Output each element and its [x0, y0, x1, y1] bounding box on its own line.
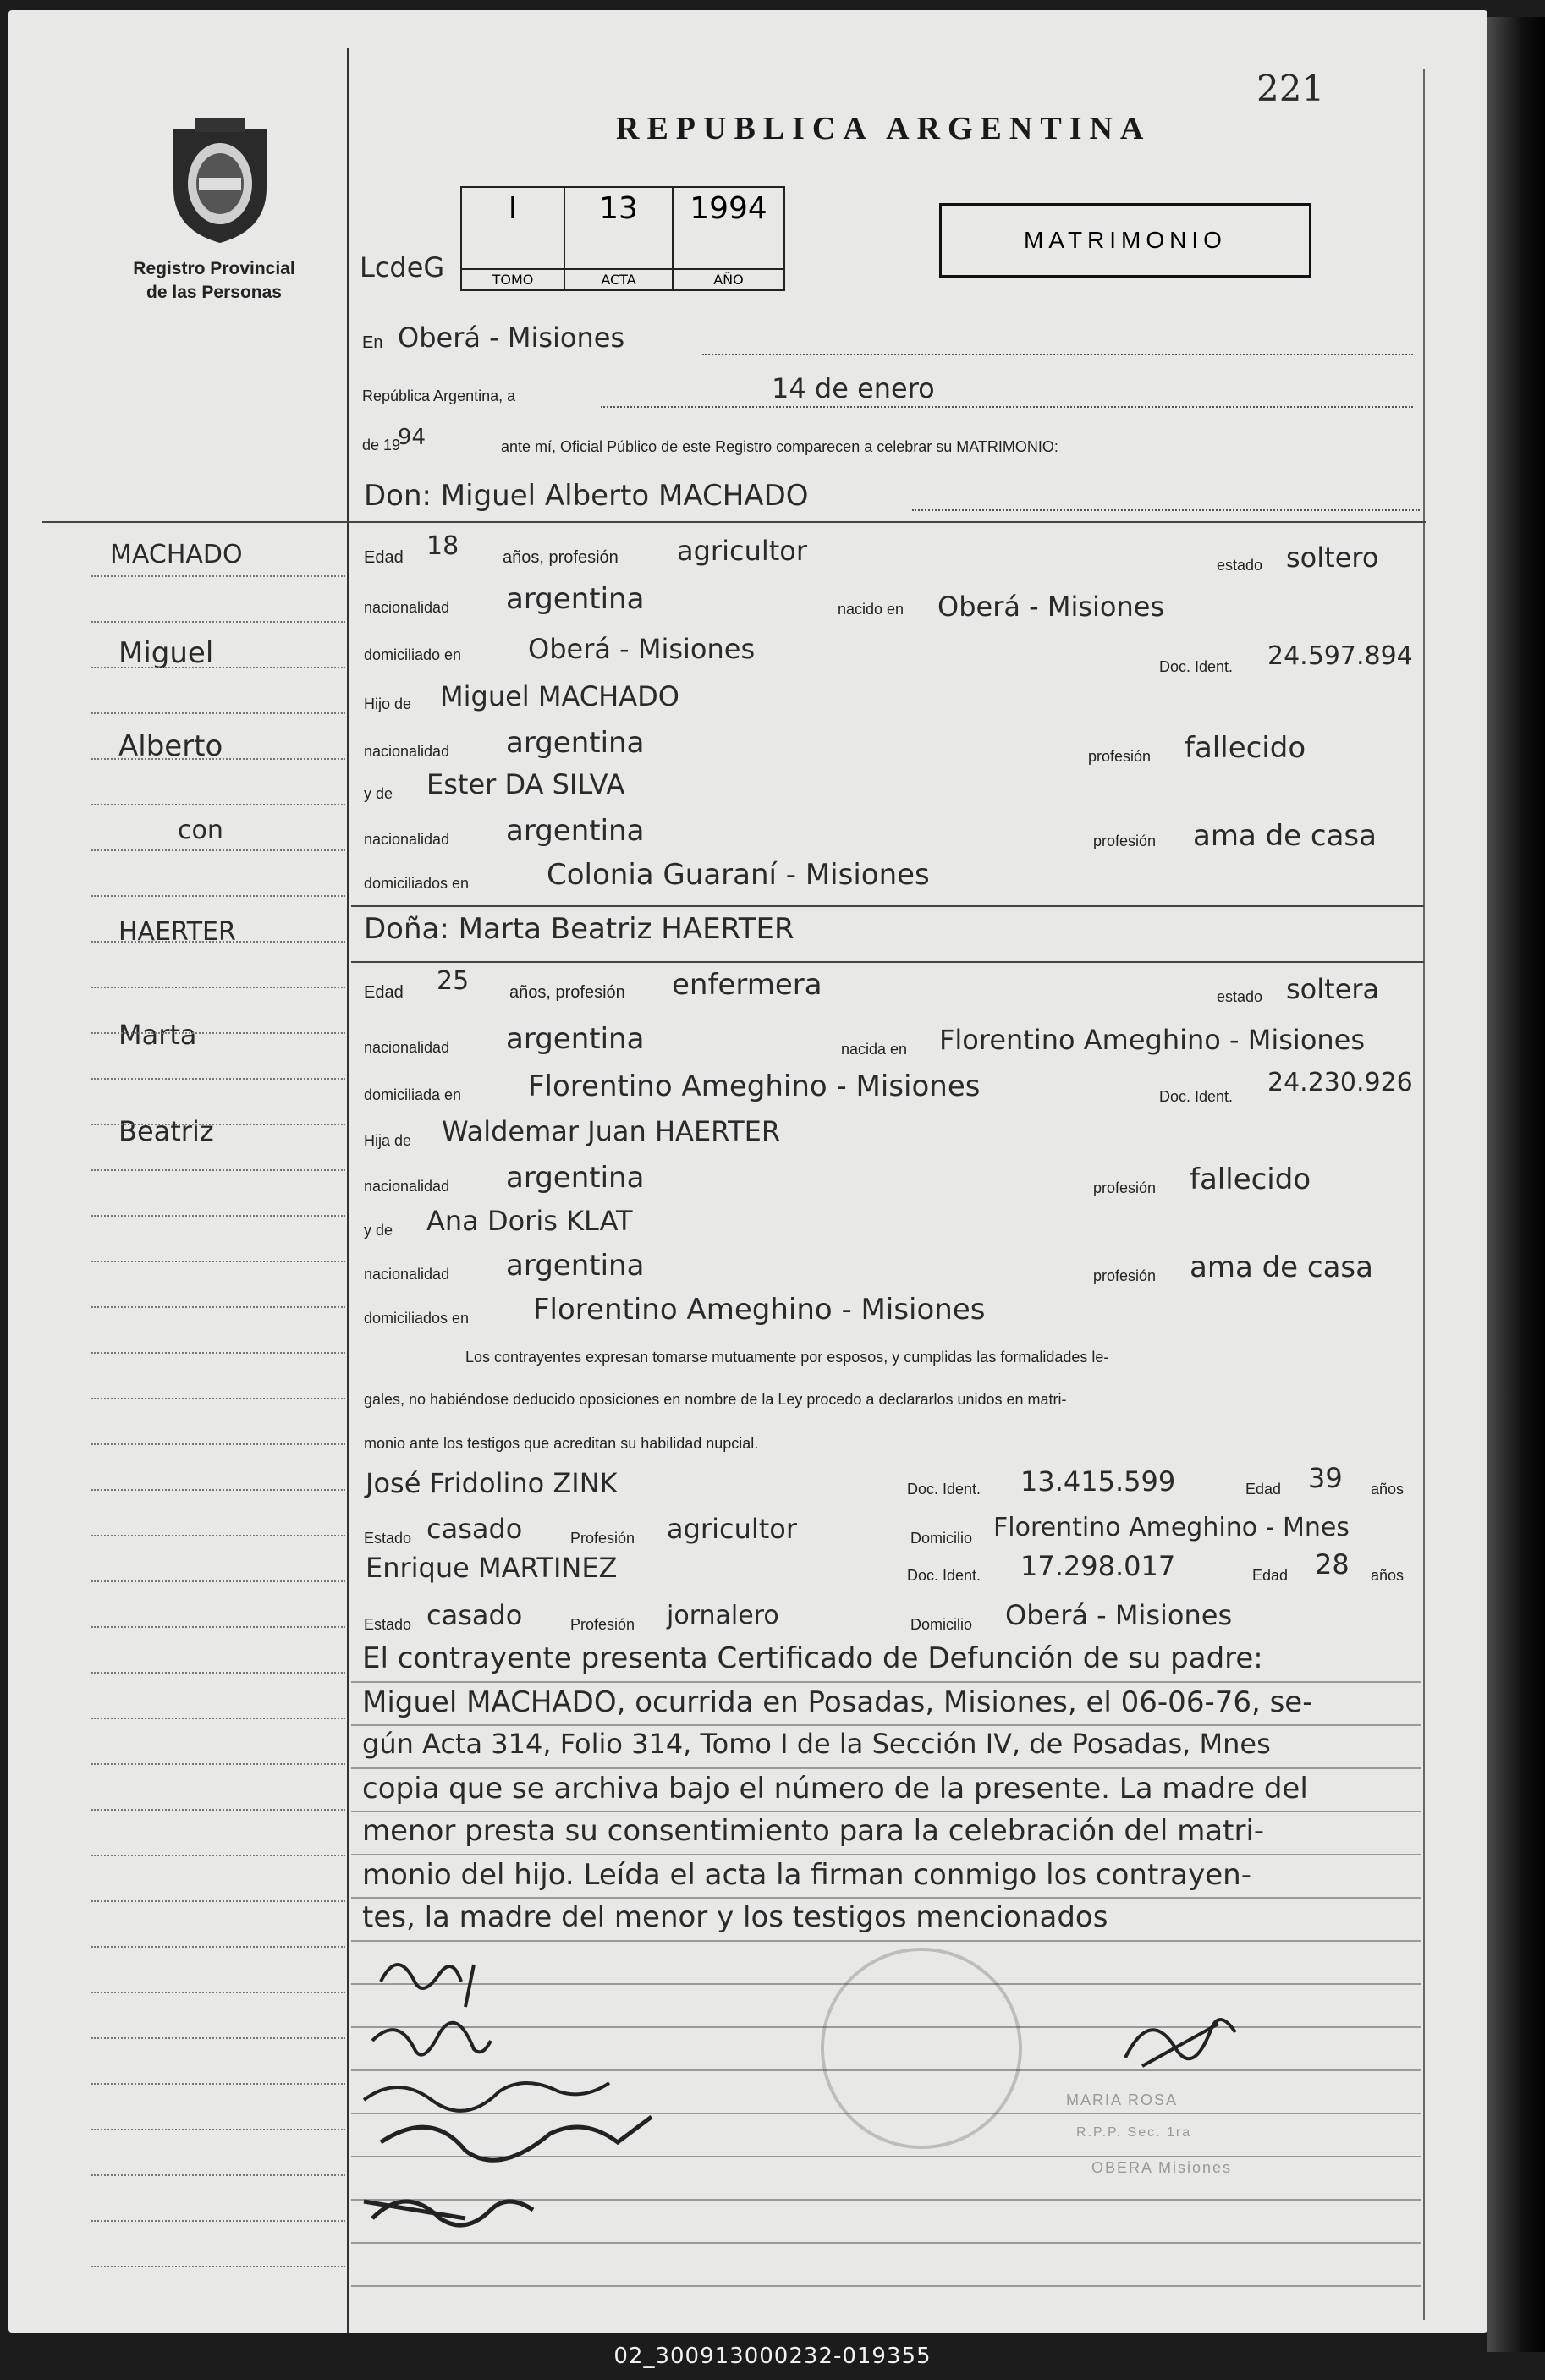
groom-doc-label: Doc. Ident. [1159, 658, 1234, 675]
margin-rule [91, 2266, 345, 2267]
margin-rule [91, 804, 345, 805]
signature-1 [381, 1965, 474, 2007]
note-line-6: monio del hijo. Leída el acta la firman conmigo los contrayen- [362, 1858, 1251, 1892]
tomo-value: I [508, 191, 518, 226]
margin-rule [91, 1352, 345, 1354]
en-label: En [362, 333, 383, 352]
stamp-text-line1: MARIA ROSA [1066, 2091, 1179, 2108]
registry-name-line1: Registro Provincial [133, 259, 295, 278]
page-number: 221 [1256, 68, 1325, 109]
margin-rule [91, 1809, 345, 1811]
groom-nac-label: nacionalidad [364, 599, 450, 616]
witness2-dom-label: Domicilio [910, 1616, 973, 1633]
bride-mother-prof-label: profesión [1093, 1267, 1157, 1284]
margin-con: con [178, 816, 223, 845]
anio-value: 1994 [690, 191, 767, 226]
separator-line [42, 521, 1426, 523]
register-page [8, 10, 1487, 2333]
bride-parents-dom-label: domiciliados en [364, 1310, 470, 1327]
witness2-name: Enrique MARTINEZ [366, 1552, 618, 1584]
date-value: 14 de enero [772, 372, 935, 404]
margin-bride-surname: HAERTER [118, 917, 236, 947]
groom-estado-label: estado [1217, 557, 1263, 574]
notes-rule [351, 1767, 1421, 1769]
margin-rule [91, 987, 345, 988]
book-code: LcdeG [360, 251, 445, 283]
witness2-edad: 28 [1315, 1548, 1350, 1580]
bride-father: Waldemar Juan HAERTER [442, 1115, 781, 1147]
margin-groom-second: Alberto [118, 729, 223, 763]
margin-rule [91, 1900, 345, 1902]
witness2-estado-label: Estado [364, 1616, 412, 1633]
bride-father-nac: argentina [506, 1161, 645, 1195]
bride-edad-label: Edad [364, 983, 404, 1002]
signature-5 [364, 2201, 533, 2225]
witness1-estado-label: Estado [364, 1530, 412, 1547]
margin-rule [91, 1215, 345, 1217]
groom-mother-prof-label: profesión [1093, 833, 1157, 849]
year-suffix: 94 [398, 425, 426, 450]
groom-parents-dom-label: domiciliados en [364, 875, 470, 892]
groom-nacido-label: nacido en [838, 601, 904, 618]
groom-domicilio: Oberá - Misiones [528, 633, 756, 665]
notes-rule [351, 1811, 1421, 1812]
dotted-rule [702, 354, 1413, 355]
witness1-prof-label: Profesión [570, 1530, 635, 1547]
margin-groom-surname: MACHADO [110, 540, 243, 569]
witness1-estado: casado [426, 1513, 523, 1545]
witness1-doc-label: Doc. Ident. [907, 1481, 981, 1498]
margin-rule [91, 1672, 345, 1674]
bride-mother-prof: ama de casa [1190, 1250, 1373, 1284]
margin-rule [91, 667, 345, 668]
note-line-5: menor presta su consentimiento para la celebración del matri- [362, 1814, 1265, 1848]
bride-domicilio: Florentino Ameghino - Misiones [528, 1069, 981, 1103]
bride-dom-label: domiciliada en [364, 1086, 462, 1103]
bride-doc: 24.230.926 [1267, 1068, 1413, 1097]
groom-hijo-label: Hijo de [364, 695, 412, 712]
record-number-box [460, 186, 785, 291]
groom-father-prof-label: profesión [1088, 748, 1152, 765]
groom-full-name: Don: Miguel Alberto MACHADO [364, 479, 809, 513]
witness1-domicilio: Florentino Ameghino - Mnes [993, 1513, 1350, 1542]
witness1-profesion: agricultor [667, 1513, 798, 1545]
groom-dom-label: domiciliado en [364, 646, 462, 663]
groom-nacido-en: Oberá - Misiones [937, 591, 1165, 623]
margin-rule [91, 758, 345, 760]
witness1-anos-label: años [1371, 1481, 1405, 1498]
witness2-doc-label: Doc. Ident. [907, 1567, 981, 1584]
groom-father-nac: argentina [506, 726, 645, 760]
bride-mother-nac: argentina [506, 1249, 645, 1283]
place-value: Oberá - Misiones [398, 322, 625, 354]
declaration-line3: monio ante los testigos que acreditan su habilidad nupcial. [364, 1435, 759, 1452]
margin-rule [91, 1306, 345, 1308]
notes-rule [351, 1681, 1421, 1683]
margin-rule [91, 2174, 345, 2176]
signature-2 [372, 2023, 491, 2055]
groom-father-nac-label: nacionalidad [364, 743, 450, 760]
witness2-profesion: jornalero [667, 1601, 779, 1630]
tomo-label: TOMO [462, 268, 564, 288]
margin-bride-first: Marta [118, 1019, 197, 1051]
signature-4 [381, 2117, 652, 2160]
declaration-line2: gales, no habiéndose deducido oposiciones en nombre de la Ley procedo a declararlos unidos en matri- [364, 1391, 1067, 1408]
notes-rule [351, 1724, 1421, 1726]
stamp-text-line2: R.P.P. Sec. 1ra [1076, 2125, 1192, 2140]
groom-father-prof: fallecido [1185, 731, 1306, 765]
acta-cell [565, 188, 674, 289]
stamp-text-line3: OBERA Misiones [1091, 2159, 1233, 2176]
groom-profesion: agricultor [677, 535, 808, 567]
bride-parents-dom: Florentino Ameghino - Misiones [533, 1293, 986, 1327]
bride-father-prof: fallecido [1190, 1163, 1311, 1196]
witness1-name: José Fridolino ZINK [366, 1467, 618, 1499]
note-line-2: Miguel MACHADO, ocurrida en Posadas, Misiones, el 06-06-76, se- [362, 1685, 1313, 1719]
groom-edad-label: Edad [364, 548, 404, 567]
witness2-estado: casado [426, 1599, 523, 1631]
signatures-group [347, 1931, 770, 2269]
signature-3 [364, 2083, 609, 2111]
margin-rule [91, 1124, 345, 1125]
margin-rule [91, 849, 345, 851]
margin-rule [91, 1398, 345, 1399]
groom-mother-prof: ama de casa [1193, 819, 1377, 853]
bride-mother-nac-label: nacionalidad [364, 1266, 450, 1283]
bride-estado-label: estado [1217, 988, 1263, 1005]
groom-mother: Ester DA SILVA [426, 768, 625, 800]
dotted-rule [601, 406, 1413, 408]
witness2-prof-label: Profesión [570, 1616, 635, 1633]
groom-anos-label: años, profesión [503, 548, 619, 567]
witness2-domicilio: Oberá - Misiones [1005, 1599, 1233, 1631]
image-id-footer: 02_300913000232-019355 [613, 2344, 932, 2369]
bride-nacida-en: Florentino Ameghino - Misiones [939, 1024, 1366, 1056]
margin-rule [91, 2037, 345, 2039]
tomo-cell [462, 188, 565, 289]
bride-estado: soltera [1286, 973, 1380, 1005]
republica-label: República Argentina, a [362, 388, 516, 404]
bride-nacionalidad: argentina [506, 1022, 645, 1056]
groom-mother-nac: argentina [506, 814, 645, 848]
groom-parents-dom: Colonia Guaraní - Misiones [547, 858, 930, 892]
acta-label: ACTA [565, 268, 672, 288]
margin-rule [91, 941, 345, 943]
margin-rule [91, 1855, 345, 1856]
acta-value: 13 [599, 191, 638, 226]
witness2-doc: 17.298.017 [1020, 1550, 1176, 1582]
groom-mother-label: y de [364, 785, 393, 802]
notes-rule [351, 1897, 1421, 1899]
margin-rule [91, 1261, 345, 1262]
groom-mother-nac-label: nacionalidad [364, 831, 450, 848]
margin-rule [91, 575, 345, 577]
anio-label: AÑO [674, 268, 783, 288]
groom-nacionalidad: argentina [506, 582, 645, 616]
margin-rule [91, 1946, 345, 1948]
groom-estado: soltero [1286, 541, 1379, 574]
bride-nacida-label: nacida en [841, 1041, 908, 1058]
margin-rule [91, 895, 345, 897]
witness2-edad-label: Edad [1252, 1567, 1289, 1584]
margin-rule [91, 2083, 345, 2085]
bride-hija-label: Hija de [364, 1132, 412, 1149]
margin-rule [91, 1535, 345, 1536]
margin-rule [91, 1626, 345, 1628]
margin-groom-first: Miguel [118, 636, 214, 670]
margin-rule [91, 1078, 345, 1080]
witness1-doc: 13.415.599 [1020, 1465, 1176, 1498]
official-signature [1108, 1990, 1244, 2091]
country-title: REPUBLICA ARGENTINA [616, 111, 1152, 146]
witness1-edad: 39 [1308, 1462, 1343, 1494]
margin-rule [91, 1580, 345, 1582]
margin-bride-second: Beatriz [118, 1115, 214, 1147]
witness2-anos-label: años [1371, 1567, 1405, 1584]
note-line-7: tes, la madre del menor y los testigos mencionados [362, 1900, 1108, 1934]
bride-anos-label: años, profesión [509, 983, 625, 1002]
witness1-dom-label: Domicilio [910, 1530, 973, 1547]
margin-rule [91, 1718, 345, 1719]
de-19-label: de 19 [362, 437, 401, 453]
margin-rule [91, 1169, 345, 1171]
official-stamp [821, 1948, 1022, 2149]
separator-line [351, 905, 1424, 907]
note-line-3: gún Acta 314, Folio 314, Tomo I de la Sección IV, de Posadas, Mnes [362, 1728, 1271, 1760]
separator-line [351, 961, 1424, 963]
note-line-4: copia que se archiva bajo el número de la presente. La madre del [362, 1772, 1308, 1806]
bride-nac-label: nacionalidad [364, 1039, 450, 1056]
margin-rule [91, 1763, 345, 1765]
bride-father-prof-label: profesión [1093, 1179, 1157, 1196]
bride-profesion: enfermera [672, 968, 822, 1002]
bride-doc-label: Doc. Ident. [1159, 1088, 1234, 1105]
margin-rule [91, 1443, 345, 1445]
margin-rule [91, 1992, 345, 1993]
bride-mother-label: y de [364, 1222, 393, 1239]
groom-father: Miguel MACHADO [440, 680, 679, 712]
witness1-edad-label: Edad [1245, 1481, 1282, 1498]
declaration-line1: Los contrayentes expresan tomarse mutuamente por esposos, y cumplidas las formalidades le- [465, 1349, 1109, 1366]
bride-full-name: Doña: Marta Beatriz HAERTER [364, 912, 794, 946]
groom-doc: 24.597.894 [1267, 641, 1413, 671]
notes-rule [351, 1854, 1421, 1855]
notes-rule [351, 2285, 1421, 2287]
margin-rule [91, 1032, 345, 1034]
anio-cell [674, 188, 783, 289]
dotted-rule [912, 509, 1420, 511]
margin-rule [91, 1489, 345, 1491]
coat-of-arms-seal [157, 112, 283, 247]
margin-rule [91, 2129, 345, 2130]
record-type-box [939, 203, 1311, 278]
book-spine [1487, 17, 1545, 2352]
note-line-1: El contrayente presenta Certificado de Defunción de su padre: [362, 1641, 1263, 1675]
registry-name-line2: de las Personas [146, 283, 282, 302]
bride-mother: Ana Doris KLAT [426, 1205, 633, 1237]
margin-rule [91, 2220, 345, 2222]
right-border [1423, 69, 1425, 2320]
margin-rule [91, 712, 345, 714]
bride-father-nac-label: nacionalidad [364, 1178, 450, 1195]
bride-edad: 25 [437, 966, 470, 996]
comparecen-text: ante mí, Oficial Público de este Registro comparecen a celebrar su MATRIMONIO: [501, 438, 1058, 455]
margin-rule [91, 621, 345, 623]
record-type-label: MATRIMONIO [1024, 227, 1227, 253]
groom-edad: 18 [426, 531, 459, 561]
